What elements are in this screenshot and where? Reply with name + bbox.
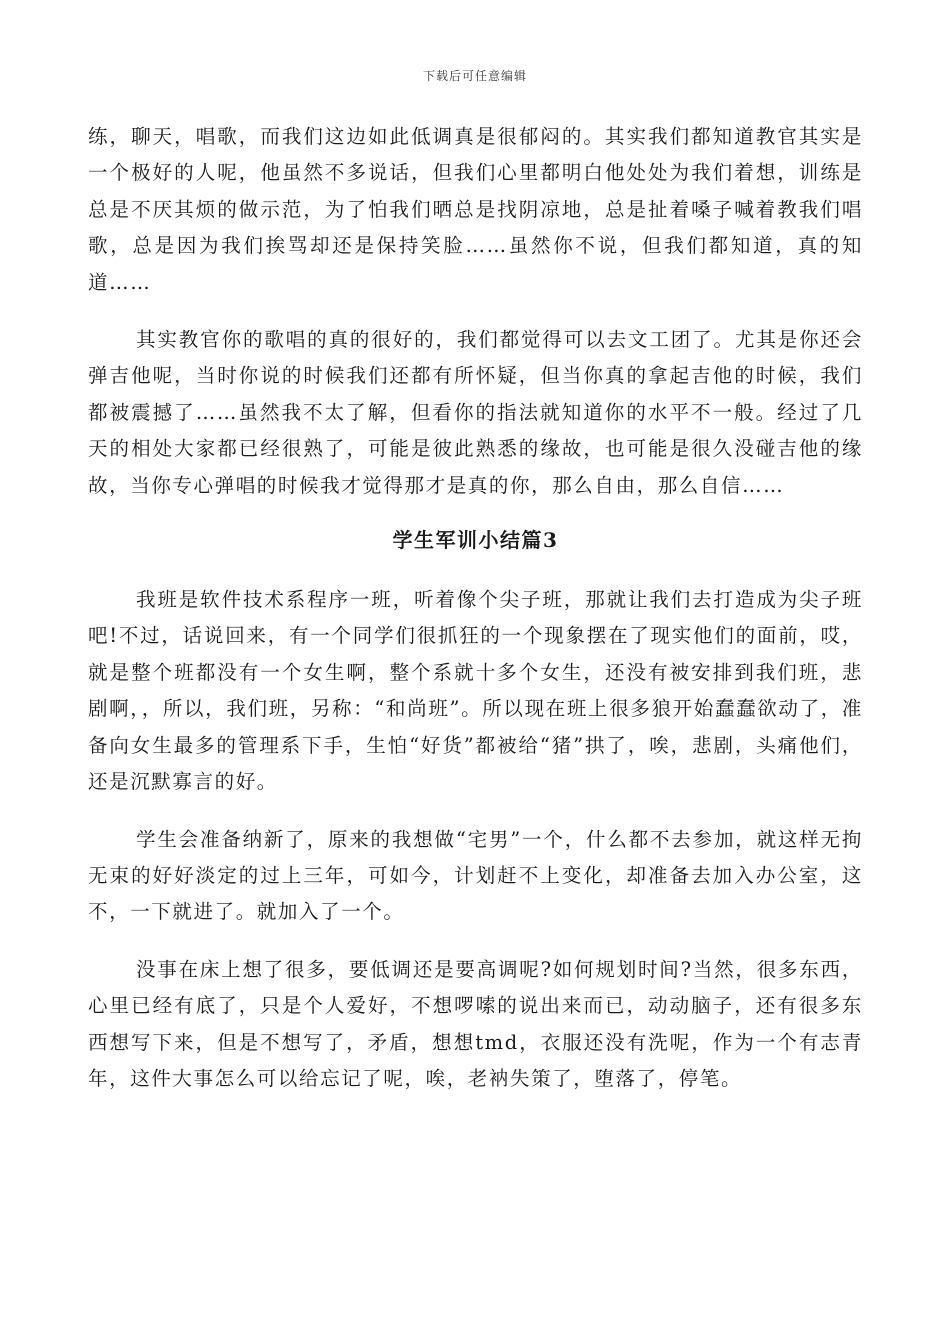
- document-body: [88, 119, 863, 1097]
- paragraph-instructor-singing: 其实教官你的歌唱的真的很好的，我们都觉得可以去文工团了。尤其是你还会弹吉他呢，当时你说的时候我们还都有所怀疑，但当你真的拿起吉他的时候，我们都被震撼了……虽然我不太了解，但看你的指法就知道你的水平不一般。经过了几天的相处大家都已经很熟了，可能是彼此熟悉的缘故，也可能是很久没碰吉他的缘故，当你专心弹唱的时候我才觉得那才是真的你，那么自由，那么自信……: [88, 328, 863, 497]
- paragraph-reflection: 没事在床上想了很多，要低调还是要高调呢?如何规划时间?当然，很多东西，心里已经有底了，只是个人爱好，不想啰嗦的说出来而已，动动脑子，还有很多东西想写下来，但是不想写了，矛盾，想想tmd，衣服还没有洗呢，作为一个有志青年，这件大事怎么可以给忘记了呢，唉，老衲失策了，堕落了，停笔。: [88, 957, 863, 1090]
- paragraph-class-intro: 我班是软件技术系程序一班，听着像个尖子班，那就让我们去打造成为尖子班吧!不过，话说回来，有一个同学们很抓狂的一个现象摆在了现实他们的面前，哎，就是整个班都没有一个女生啊，整个系就十多个女生，还没有被安排到我们班，悲剧啊，，所以，我们班，另称：“和尚班”。所以现在班上很多狼开始蠢蠢欲动了，准备向女生最多的管理系下手，生怕“好货”都被给“猪”拱了，唉，悲剧，头痛他们，还是沉默寡言的好。: [88, 588, 863, 794]
- paragraph-student-union: 学生会准备纳新了，原来的我想做“宅男”一个，什么都不去参加，就这样无拘无束的好好淡定的过上三年，可如今，计划赶不上变化，却准备去加入办公室，这不，一下就进了。就加入了一个。: [88, 827, 863, 924]
- page-header-note: 下载后可任意编辑: [422, 69, 527, 83]
- section-heading: 学生军训小结篇3: [392, 528, 559, 553]
- paragraph-continuation: 练，聊天，唱歌，而我们这边如此低调真是很郁闷的。其实我们都知道教官其实是一个极好的人呢，他虽然不多说话，但我们心里都明白他处处为我们着想，训练是总是不厌其烦的做示范，为了怕我们晒总是找阴凉地，总是扯着嗓子喊着教我们唱歌，总是因为我们挨骂却还是保持笑脸……虽然你不说，但我们都知道，真的知道……: [88, 125, 863, 294]
